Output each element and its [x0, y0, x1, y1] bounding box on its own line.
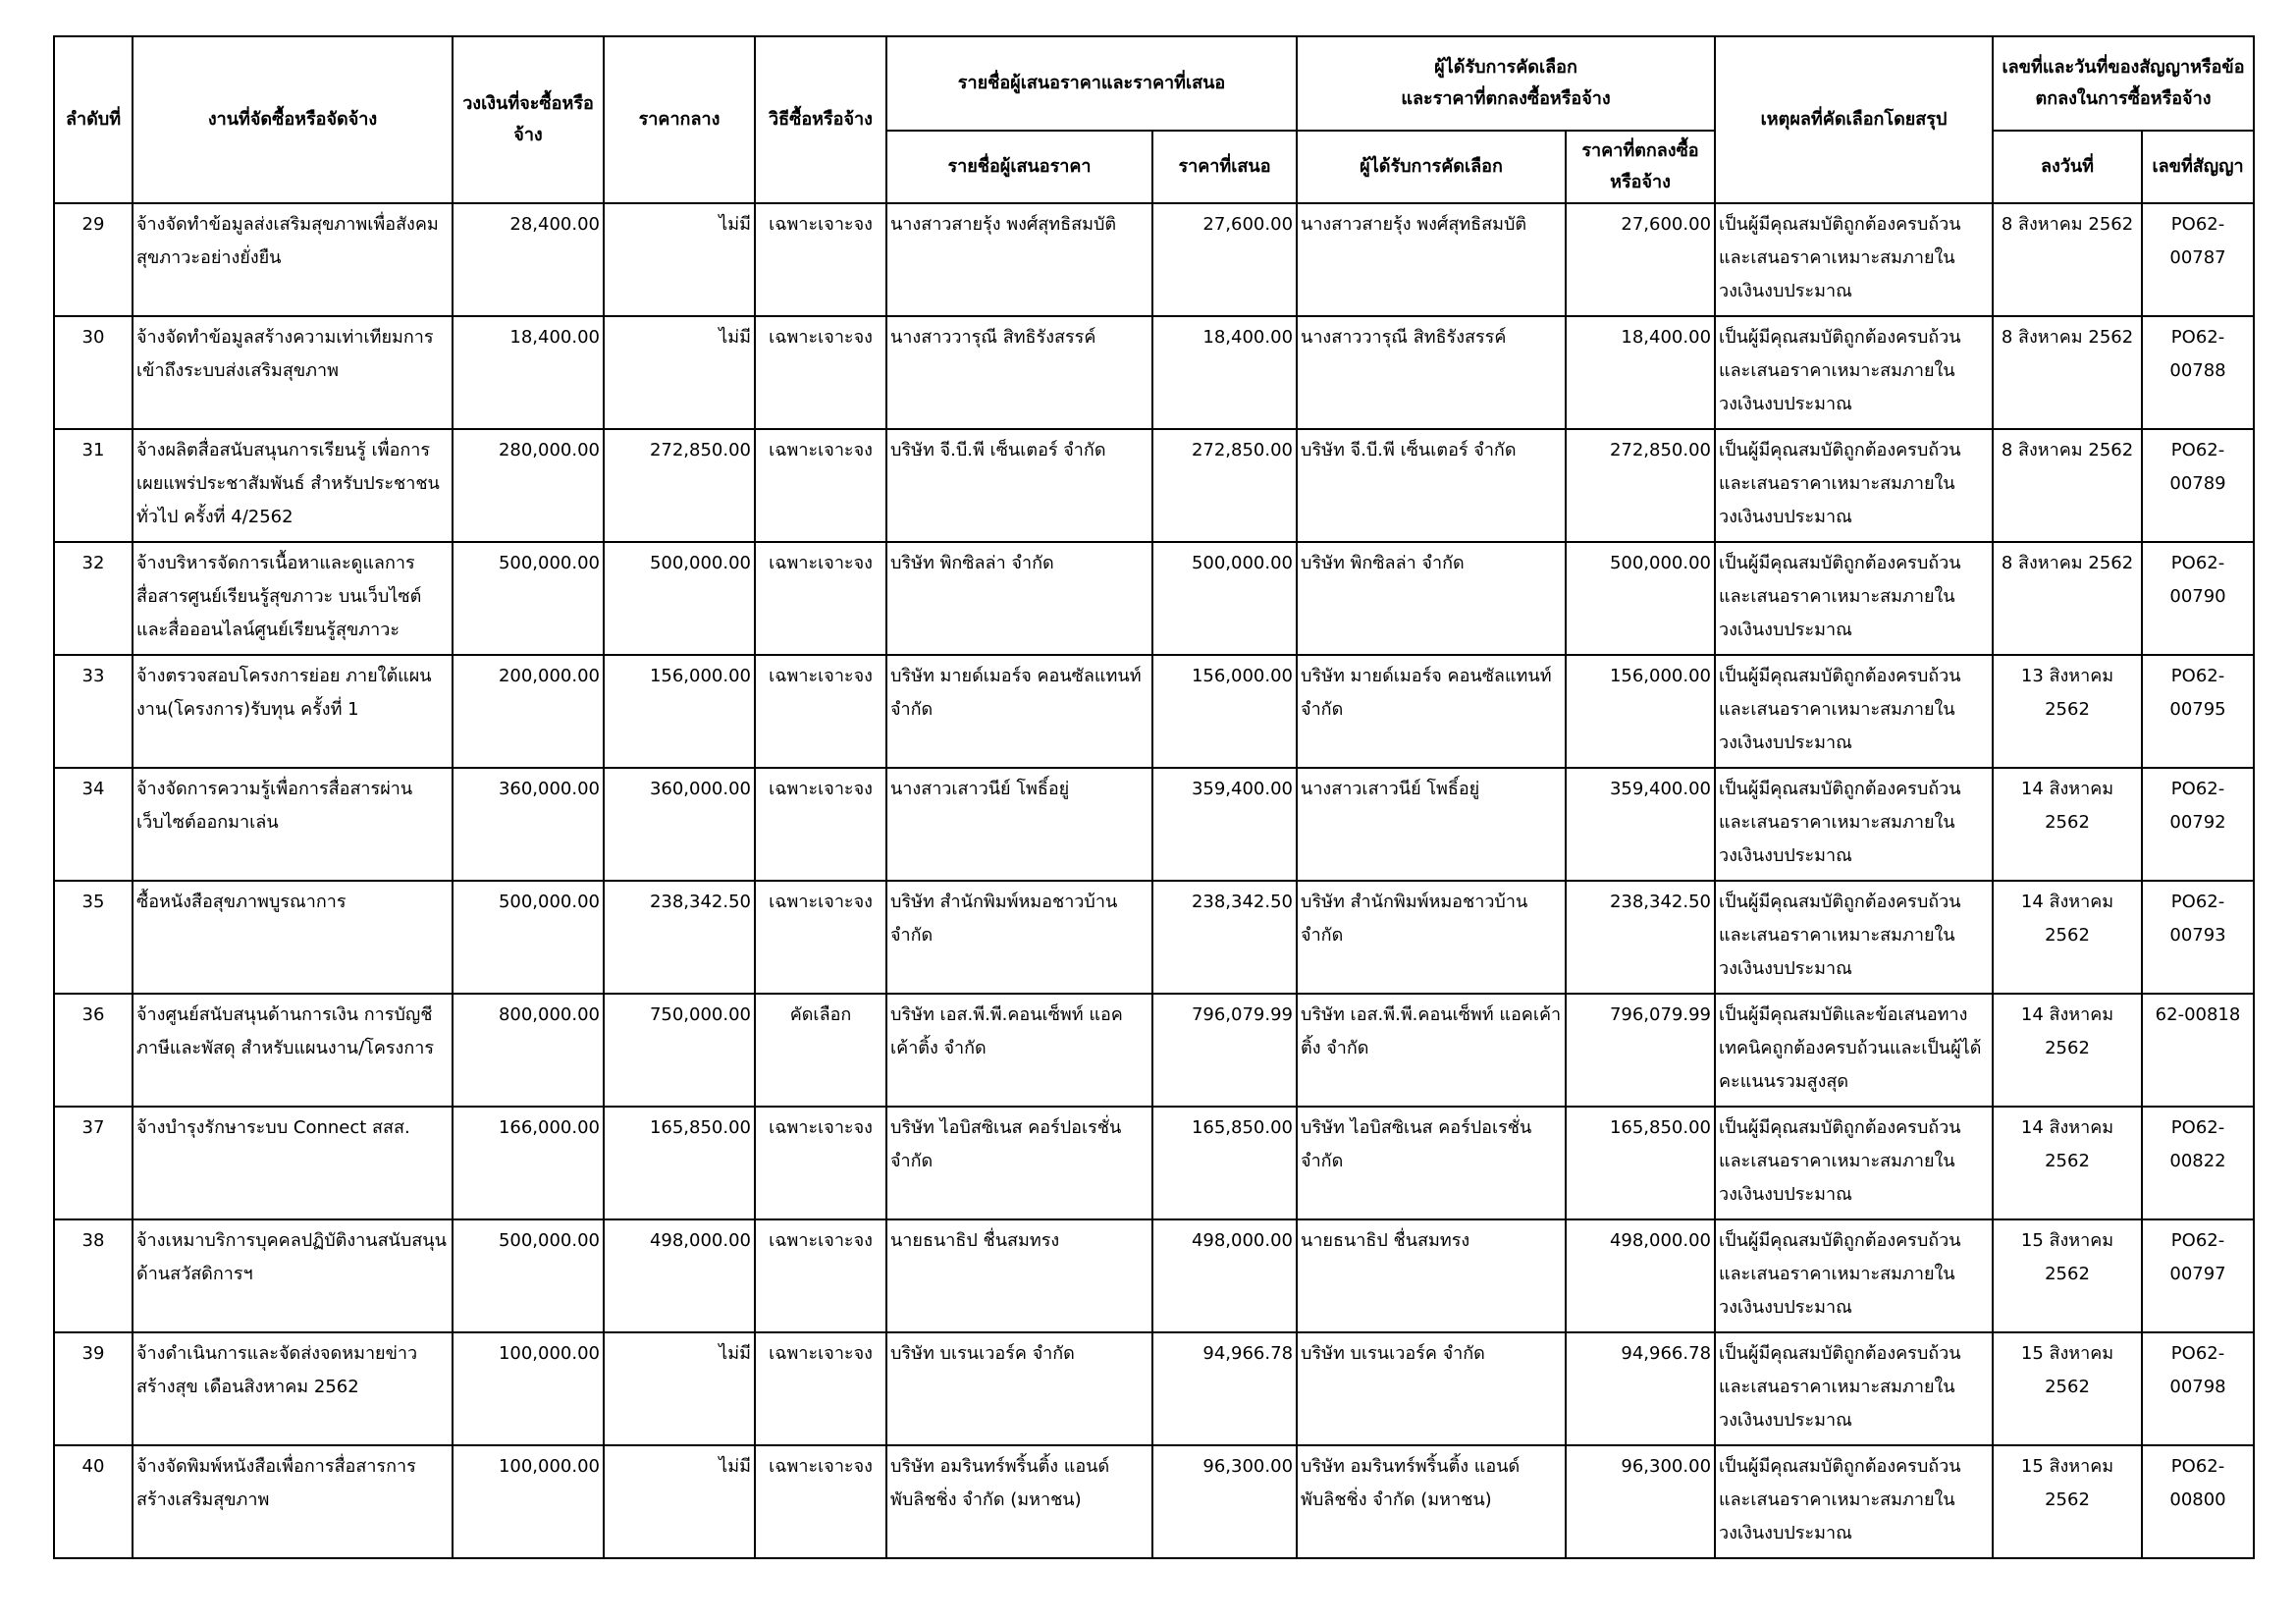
row-bidder: บริษัท อมรินทร์พริ้นติ้ง แอนด์ พับลิชชิ่ง จำกัด (มหาชน) — [886, 1445, 1152, 1558]
row-work: จ้างตรวจสอบโครงการย่อย ภายใต้แผนงาน(โครงการ)รับทุน ครั้งที่ 1 — [133, 655, 453, 768]
row-bidder: นางสาววารุณี สิทธิรังสรรค์ — [886, 316, 1152, 429]
row-winner: นายธนาธิป ชื่นสมทรง — [1297, 1219, 1566, 1332]
row-agreed-price: 156,000.00 — [1566, 655, 1715, 768]
row-agreed-price: 498,000.00 — [1566, 1219, 1715, 1332]
row-no: 29 — [54, 203, 133, 316]
row-reason: เป็นผู้มีคุณสมบัติถูกต้องครบถ้วนและเสนอราคาเหมาะสมภายในวงเงินงบประมาณ — [1715, 881, 1993, 994]
table-row — [54, 655, 2254, 768]
row-contract-no: PO62-00789 — [2142, 429, 2254, 542]
header-bidder-name: รายชื่อผู้เสนอราคา — [886, 131, 1152, 203]
row-work: จ้างดำเนินการและจัดส่งจดหมายข่าวสร้างสุข เดือนสิงหาคม 2562 — [133, 1332, 453, 1445]
row-contract-no: 62-00818 — [2142, 994, 2254, 1107]
row-bidder: นายธนาธิป ชื่นสมทรง — [886, 1219, 1152, 1332]
table-row — [54, 316, 2254, 429]
header-reason: เหตุผลที่คัดเลือกโดยสรุป — [1715, 36, 1993, 203]
row-bid-price: 18,400.00 — [1152, 316, 1297, 429]
row-winner: บริษัท สำนักพิมพ์หมอชาวบ้าน จำกัด — [1297, 881, 1566, 994]
row-median: 500,000.00 — [604, 542, 755, 655]
row-method: คัดเลือก — [755, 994, 886, 1107]
row-reason: เป็นผู้มีคุณสมบัติถูกต้องครบถ้วนและเสนอราคาเหมาะสมภายในวงเงินงบประมาณ — [1715, 768, 1993, 881]
row-contract-no: PO62-00788 — [2142, 316, 2254, 429]
table-row — [54, 1332, 2254, 1445]
row-median: 498,000.00 — [604, 1219, 755, 1332]
table-row — [54, 994, 2254, 1107]
row-median: 272,850.00 — [604, 429, 755, 542]
row-median: 156,000.00 — [604, 655, 755, 768]
row-no: 38 — [54, 1219, 133, 1332]
row-date: 15 สิงหาคม 2562 — [1993, 1219, 2142, 1332]
row-winner: บริษัท ไอบิสซิเนส คอร์ปอเรชั่น จำกัด — [1297, 1107, 1566, 1219]
row-method: เฉพาะเจาะจง — [755, 768, 886, 881]
row-median: 238,342.50 — [604, 881, 755, 994]
row-bid-price: 165,850.00 — [1152, 1107, 1297, 1219]
row-work: จ้างบริหารจัดการเนื้อหาและดูแลการสื่อสารศูนย์เรียนรู้สุขภาวะ บนเว็บไซต์และสื่อออนไลน์ศูนย์เรียนรู้สุขภาวะ — [133, 542, 453, 655]
row-bidder: บริษัท จี.บี.พี เซ็นเตอร์ จำกัด — [886, 429, 1152, 542]
row-bid-price: 238,342.50 — [1152, 881, 1297, 994]
row-method: เฉพาะเจาะจง — [755, 655, 886, 768]
row-work: จ้างเหมาบริการบุคคลปฏิบัติงานสนับสนุนด้านสวัสดิการฯ — [133, 1219, 453, 1332]
row-date: 8 สิงหาคม 2562 — [1993, 429, 2142, 542]
table-body — [54, 203, 2254, 1558]
table-row — [54, 429, 2254, 542]
procurement-table — [53, 35, 2255, 1559]
row-winner: บริษัท จี.บี.พี เซ็นเตอร์ จำกัด — [1297, 429, 1566, 542]
row-budget: 500,000.00 — [453, 881, 604, 994]
row-contract-no: PO62-00800 — [2142, 1445, 2254, 1558]
row-work: จ้างศูนย์สนับสนุนด้านการเงิน การบัญชี ภาษีและพัสดุ สำหรับแผนงาน/โครงการ — [133, 994, 453, 1107]
row-bid-price: 500,000.00 — [1152, 542, 1297, 655]
row-reason: เป็นผู้มีคุณสมบัติถูกต้องครบถ้วนและเสนอราคาเหมาะสมภายในวงเงินงบประมาณ — [1715, 1332, 1993, 1445]
header-bid-price: ราคาที่เสนอ — [1152, 131, 1297, 203]
row-budget: 166,000.00 — [453, 1107, 604, 1219]
row-budget: 18,400.00 — [453, 316, 604, 429]
row-reason: เป็นผู้มีคุณสมบัติถูกต้องครบถ้วนและเสนอราคาเหมาะสมภายในวงเงินงบประมาณ — [1715, 429, 1993, 542]
row-bidder: บริษัท บเรนเวอร์ค จำกัด — [886, 1332, 1152, 1445]
row-no: 36 — [54, 994, 133, 1107]
row-bid-price: 94,966.78 — [1152, 1332, 1297, 1445]
row-no: 40 — [54, 1445, 133, 1558]
row-bidder: บริษัท ไอบิสซิเนส คอร์ปอเรชั่น จำกัด — [886, 1107, 1152, 1219]
row-winner: นางสาวสายรุ้ง พงศ์สุทธิสมบัติ — [1297, 203, 1566, 316]
row-method: เฉพาะเจาะจง — [755, 429, 886, 542]
row-no: 35 — [54, 881, 133, 994]
row-agreed-price: 500,000.00 — [1566, 542, 1715, 655]
table-row — [54, 542, 2254, 655]
row-work: ซื้อหนังสือสุขภาพบูรณาการ — [133, 881, 453, 994]
row-reason: เป็นผู้มีคุณสมบัติถูกต้องครบถ้วนและเสนอราคาเหมาะสมภายในวงเงินงบประมาณ — [1715, 542, 1993, 655]
row-reason: เป็นผู้มีคุณสมบัติถูกต้องครบถ้วนและเสนอราคาเหมาะสมภายในวงเงินงบประมาณ — [1715, 1219, 1993, 1332]
row-bidder: นางสาวสายรุ้ง พงศ์สุทธิสมบัติ — [886, 203, 1152, 316]
row-method: เฉพาะเจาะจง — [755, 1445, 886, 1558]
row-no: 30 — [54, 316, 133, 429]
table-row — [54, 203, 2254, 316]
row-method: เฉพาะเจาะจง — [755, 203, 886, 316]
row-agreed-price: 96,300.00 — [1566, 1445, 1715, 1558]
table-row — [54, 1219, 2254, 1332]
row-date: 8 สิงหาคม 2562 — [1993, 203, 2142, 316]
row-winner: บริษัท มายด์เมอร์จ คอนซัลแทนท์ จำกัด — [1297, 655, 1566, 768]
row-bidder: นางสาวเสาวนีย์ โพธิ์อยู่ — [886, 768, 1152, 881]
header-bidders-group: รายชื่อผู้เสนอราคาและราคาที่เสนอ — [886, 36, 1297, 131]
row-work: จ้างบำรุงรักษาระบบ Connect สสส. — [133, 1107, 453, 1219]
row-winner: บริษัท เอส.พี.พี.คอนเซ็พท์ แอคเค้าติ้ง จำกัด — [1297, 994, 1566, 1107]
row-date: 15 สิงหาคม 2562 — [1993, 1332, 2142, 1445]
row-work: จ้างจัดพิมพ์หนังสือเพื่อการสื่อสารการสร้างเสริมสุขภาพ — [133, 1445, 453, 1558]
row-median: 360,000.00 — [604, 768, 755, 881]
row-agreed-price: 238,342.50 — [1566, 881, 1715, 994]
row-reason: เป็นผู้มีคุณสมบัติถูกต้องครบถ้วนและเสนอราคาเหมาะสมภายในวงเงินงบประมาณ — [1715, 1107, 1993, 1219]
header-selected-name: ผู้ได้รับการคัดเลือก — [1297, 131, 1566, 203]
row-bid-price: 498,000.00 — [1152, 1219, 1297, 1332]
row-date: 14 สิงหาคม 2562 — [1993, 1107, 2142, 1219]
row-bid-price: 359,400.00 — [1152, 768, 1297, 881]
row-winner: นางสาววารุณี สิทธิรังสรรค์ — [1297, 316, 1566, 429]
row-no: 32 — [54, 542, 133, 655]
row-median: ไม่มี — [604, 316, 755, 429]
row-budget: 28,400.00 — [453, 203, 604, 316]
row-contract-no: PO62-00787 — [2142, 203, 2254, 316]
row-bidder: บริษัท สำนักพิมพ์หมอชาวบ้าน จำกัด — [886, 881, 1152, 994]
row-agreed-price: 94,966.78 — [1566, 1332, 1715, 1445]
table-header — [54, 36, 2254, 203]
row-budget: 800,000.00 — [453, 994, 604, 1107]
row-budget: 360,000.00 — [453, 768, 604, 881]
row-agreed-price: 27,600.00 — [1566, 203, 1715, 316]
row-method: เฉพาะเจาะจง — [755, 1107, 886, 1219]
row-agreed-price: 796,079.99 — [1566, 994, 1715, 1107]
row-contract-no: PO62-00822 — [2142, 1107, 2254, 1219]
row-date: 14 สิงหาคม 2562 — [1993, 994, 2142, 1107]
row-agreed-price: 165,850.00 — [1566, 1107, 1715, 1219]
row-budget: 100,000.00 — [453, 1445, 604, 1558]
row-bid-price: 96,300.00 — [1152, 1445, 1297, 1558]
table-row — [54, 1107, 2254, 1219]
row-agreed-price: 18,400.00 — [1566, 316, 1715, 429]
header-date: ลงวันที่ — [1993, 131, 2142, 203]
row-reason: เป็นผู้มีคุณสมบัติถูกต้องครบถ้วนและเสนอราคาเหมาะสมภายในวงเงินงบประมาณ — [1715, 316, 1993, 429]
table-row — [54, 768, 2254, 881]
row-no: 31 — [54, 429, 133, 542]
row-method: เฉพาะเจาะจง — [755, 1219, 886, 1332]
row-bid-price: 156,000.00 — [1152, 655, 1297, 768]
row-median: 750,000.00 — [604, 994, 755, 1107]
row-bid-price: 27,600.00 — [1152, 203, 1297, 316]
row-no: 39 — [54, 1332, 133, 1445]
row-winner: บริษัท บเรนเวอร์ค จำกัด — [1297, 1332, 1566, 1445]
row-winner: บริษัท พิกซิลล่า จำกัด — [1297, 542, 1566, 655]
row-date: 13 สิงหาคม 2562 — [1993, 655, 2142, 768]
header-agreed-price: ราคาที่ตกลงซื้อหรือจ้าง — [1566, 131, 1715, 203]
row-median: ไม่มี — [604, 203, 755, 316]
row-bidder: บริษัท มายด์เมอร์จ คอนซัลแทนท์ จำกัด — [886, 655, 1152, 768]
row-budget: 500,000.00 — [453, 542, 604, 655]
header-budget: วงเงินที่จะซื้อหรือจ้าง — [453, 36, 604, 203]
row-method: เฉพาะเจาะจง — [755, 316, 886, 429]
row-budget: 280,000.00 — [453, 429, 604, 542]
header-work: งานที่จัดซื้อหรือจัดจ้าง — [133, 36, 453, 203]
row-date: 14 สิงหาคม 2562 — [1993, 768, 2142, 881]
row-method: เฉพาะเจาะจง — [755, 542, 886, 655]
row-winner: บริษัท อมรินทร์พริ้นติ้ง แอนด์ พับลิชชิ่ง จำกัด (มหาชน) — [1297, 1445, 1566, 1558]
header-selected-line1: ผู้ได้รับการคัดเลือก — [1434, 57, 1577, 78]
row-contract-no: PO62-00792 — [2142, 768, 2254, 881]
row-no: 34 — [54, 768, 133, 881]
row-contract-no: PO62-00797 — [2142, 1219, 2254, 1332]
row-median: ไม่มี — [604, 1332, 755, 1445]
table-row — [54, 1445, 2254, 1558]
row-contract-no: PO62-00793 — [2142, 881, 2254, 994]
header-no: ลำดับที่ — [54, 36, 133, 203]
row-budget: 500,000.00 — [453, 1219, 604, 1332]
row-bid-price: 796,079.99 — [1152, 994, 1297, 1107]
table-row — [54, 881, 2254, 994]
row-reason: เป็นผู้มีคุณสมบัติถูกต้องครบถ้วนและเสนอราคาเหมาะสมภายในวงเงินงบประมาณ — [1715, 203, 1993, 316]
row-bid-price: 272,850.00 — [1152, 429, 1297, 542]
row-contract-no: PO62-00798 — [2142, 1332, 2254, 1445]
row-date: 15 สิงหาคม 2562 — [1993, 1445, 2142, 1558]
row-agreed-price: 359,400.00 — [1566, 768, 1715, 881]
row-no: 37 — [54, 1107, 133, 1219]
row-date: 8 สิงหาคม 2562 — [1993, 316, 2142, 429]
row-work: จ้างจัดทำข้อมูลสร้างความเท่าเทียมการเข้าถึงระบบส่งเสริมสุขภาพ — [133, 316, 453, 429]
row-method: เฉพาะเจาะจง — [755, 881, 886, 994]
row-median: 165,850.00 — [604, 1107, 755, 1219]
row-method: เฉพาะเจาะจง — [755, 1332, 886, 1445]
row-date: 8 สิงหาคม 2562 — [1993, 542, 2142, 655]
header-median: ราคากลาง — [604, 36, 755, 203]
row-no: 33 — [54, 655, 133, 768]
header-method: วิธีซื้อหรือจ้าง — [755, 36, 886, 203]
header-selected-line2: และราคาที่ตกลงซื้อหรือจ้าง — [1401, 88, 1611, 109]
row-bidder: บริษัท เอส.พี.พี.คอนเซ็พท์ แอคเค้าติ้ง จำกัด — [886, 994, 1152, 1107]
row-date: 14 สิงหาคม 2562 — [1993, 881, 2142, 994]
row-work: จ้างจัดทำข้อมูลส่งเสริมสุขภาพเพื่อสังคมสุขภาวะอย่างยั่งยืน — [133, 203, 453, 316]
row-reason: เป็นผู้มีคุณสมบัติและข้อเสนอทางเทคนิคถูกต้องครบถ้วนและเป็นผู้ได้คะแนนรวมสูงสุด — [1715, 994, 1993, 1107]
row-budget: 200,000.00 — [453, 655, 604, 768]
row-median: ไม่มี — [604, 1445, 755, 1558]
row-reason: เป็นผู้มีคุณสมบัติถูกต้องครบถ้วนและเสนอราคาเหมาะสมภายในวงเงินงบประมาณ — [1715, 655, 1993, 768]
row-contract-no: PO62-00795 — [2142, 655, 2254, 768]
header-selected-group — [1297, 36, 1715, 131]
row-budget: 100,000.00 — [453, 1332, 604, 1445]
row-work: จ้างจัดการความรู้เพื่อการสื่อสารผ่านเว็บไซต์ออกมาเล่น — [133, 768, 453, 881]
row-contract-no: PO62-00790 — [2142, 542, 2254, 655]
row-work: จ้างผลิตสื่อสนับสนุนการเรียนรู้ เพื่อการเผยแพร่ประชาสัมพันธ์ สำหรับประชาชนทั่วไป ครั้งที่ 4/2562 — [133, 429, 453, 542]
row-winner: นางสาวเสาวนีย์ โพธิ์อยู่ — [1297, 768, 1566, 881]
header-contract-no: เลขที่สัญญา — [2142, 131, 2254, 203]
row-bidder: บริษัท พิกซิลล่า จำกัด — [886, 542, 1152, 655]
header-contract-group: เลขที่และวันที่ของสัญญาหรือข้อตกลงในการซื้อหรือจ้าง — [1993, 36, 2254, 131]
row-reason: เป็นผู้มีคุณสมบัติถูกต้องครบถ้วนและเสนอราคาเหมาะสมภายในวงเงินงบประมาณ — [1715, 1445, 1993, 1558]
row-agreed-price: 272,850.00 — [1566, 429, 1715, 542]
